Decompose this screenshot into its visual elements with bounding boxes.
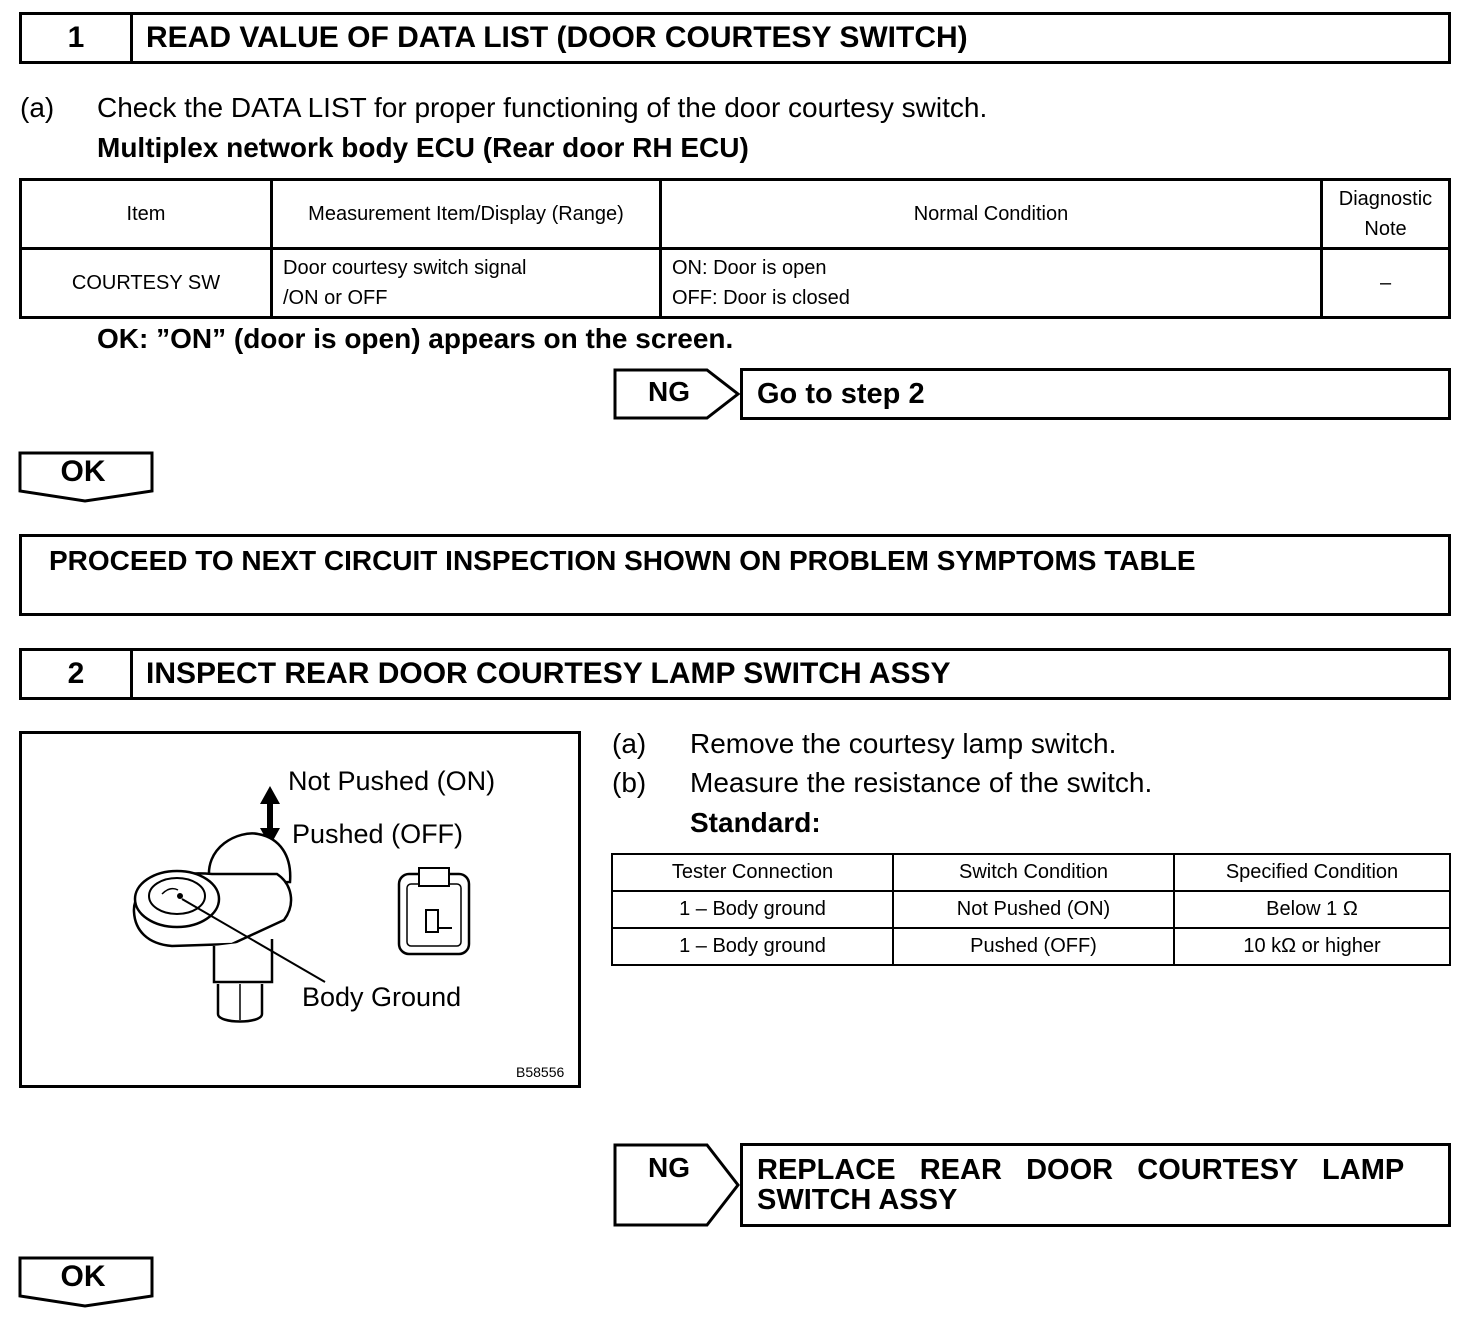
proceed-text: PROCEED TO NEXT CIRCUIT INSPECTION SHOWN ON PROBLEM SYMPTOMS TABLE [49,545,1196,576]
step2-b-text: Measure the resistance of the switch. [690,767,1153,798]
proceed-box [19,534,1451,616]
step-number: 2 [22,651,133,697]
ng-label: NG [648,1152,690,1183]
header-tester-connection: Tester Connection [612,854,893,891]
table-row [21,249,1450,318]
ng-action-text: Go to step 2 [757,378,925,410]
cell-item: COURTESY SW [21,249,272,318]
step1-a-text: Check the DATA LIST for proper functioning of the door courtesy switch. [97,92,988,123]
table-row [612,891,1450,928]
table-cell: 1 – Body ground [612,891,893,928]
ok-label: OK [60,1260,106,1293]
header-normal-condition: Normal Condition [661,180,1322,249]
cell-measurement [272,249,661,318]
ok-condition: OK: ”ON” (door is open) appears on the screen. [97,323,734,354]
figure-code: B58556 [516,1064,565,1080]
table-header-row [21,180,1450,249]
table-cell: 10 kΩ or higher [1174,928,1450,965]
ng-action-line-1: REPLACE REAR DOOR COURTESY LAMP [757,1154,1405,1186]
table-header-row [612,854,1450,891]
step-number: 1 [22,15,133,61]
step1-a-label: (a) [20,92,55,123]
step-title: READ VALUE OF DATA LIST (DOOR COURTESY SWITCH) [146,21,968,54]
switch-figure [19,731,581,1088]
ok-label: OK [60,455,106,488]
step2-a-label: (a) [612,728,647,759]
step-2-header [19,648,1451,700]
label-not-pushed: Not Pushed (ON) [288,766,496,796]
header-diagnostic: Diagnostic [1338,188,1433,210]
table-cell: 1 – Body ground [612,928,893,965]
header-diagnostic-note [1322,180,1450,249]
table-row [612,928,1450,965]
measurement-line-2: /ON or OFF [283,287,388,309]
table-cell: Below 1 Ω [1174,891,1450,928]
cell-note: – [1322,249,1450,318]
label-pushed: Pushed (OFF) [292,819,464,849]
step2-a-text: Remove the courtesy lamp switch. [690,728,1117,759]
label-body-ground: Body Ground [302,982,462,1012]
header-measurement: Measurement Item/Display (Range) [272,180,661,249]
header-switch-condition: Switch Condition [893,854,1174,891]
resistance-table [611,853,1451,966]
ok-arrow [18,1256,154,1308]
ecu-subheading: Multiplex network body ECU (Rear door RH ECU) [97,132,749,163]
table-cell: Not Pushed (ON) [893,891,1174,928]
header-note: Note [1364,218,1407,240]
cell-normal-condition [661,249,1322,318]
measurement-line-1: Door courtesy switch signal [283,257,527,279]
ng-label: NG [648,376,690,407]
standard-label: Standard: [690,807,821,838]
table-cell: Pushed (OFF) [893,928,1174,965]
normal-line-1: ON: Door is open [672,257,827,279]
header-specified-condition: Specified Condition [1174,854,1450,891]
header-item: Item [21,180,272,249]
step-title: INSPECT REAR DOOR COURTESY LAMP SWITCH ASSY [146,657,951,690]
ng-action-box [740,1143,1451,1227]
ng-action-box [740,368,1451,420]
ok-arrow [18,451,154,503]
ng-action-line-2: SWITCH ASSY [757,1184,958,1216]
normal-line-2: OFF: Door is closed [672,287,850,309]
data-list-table [19,178,1451,319]
step2-b-label: (b) [612,767,647,798]
step-1-header [19,12,1451,64]
